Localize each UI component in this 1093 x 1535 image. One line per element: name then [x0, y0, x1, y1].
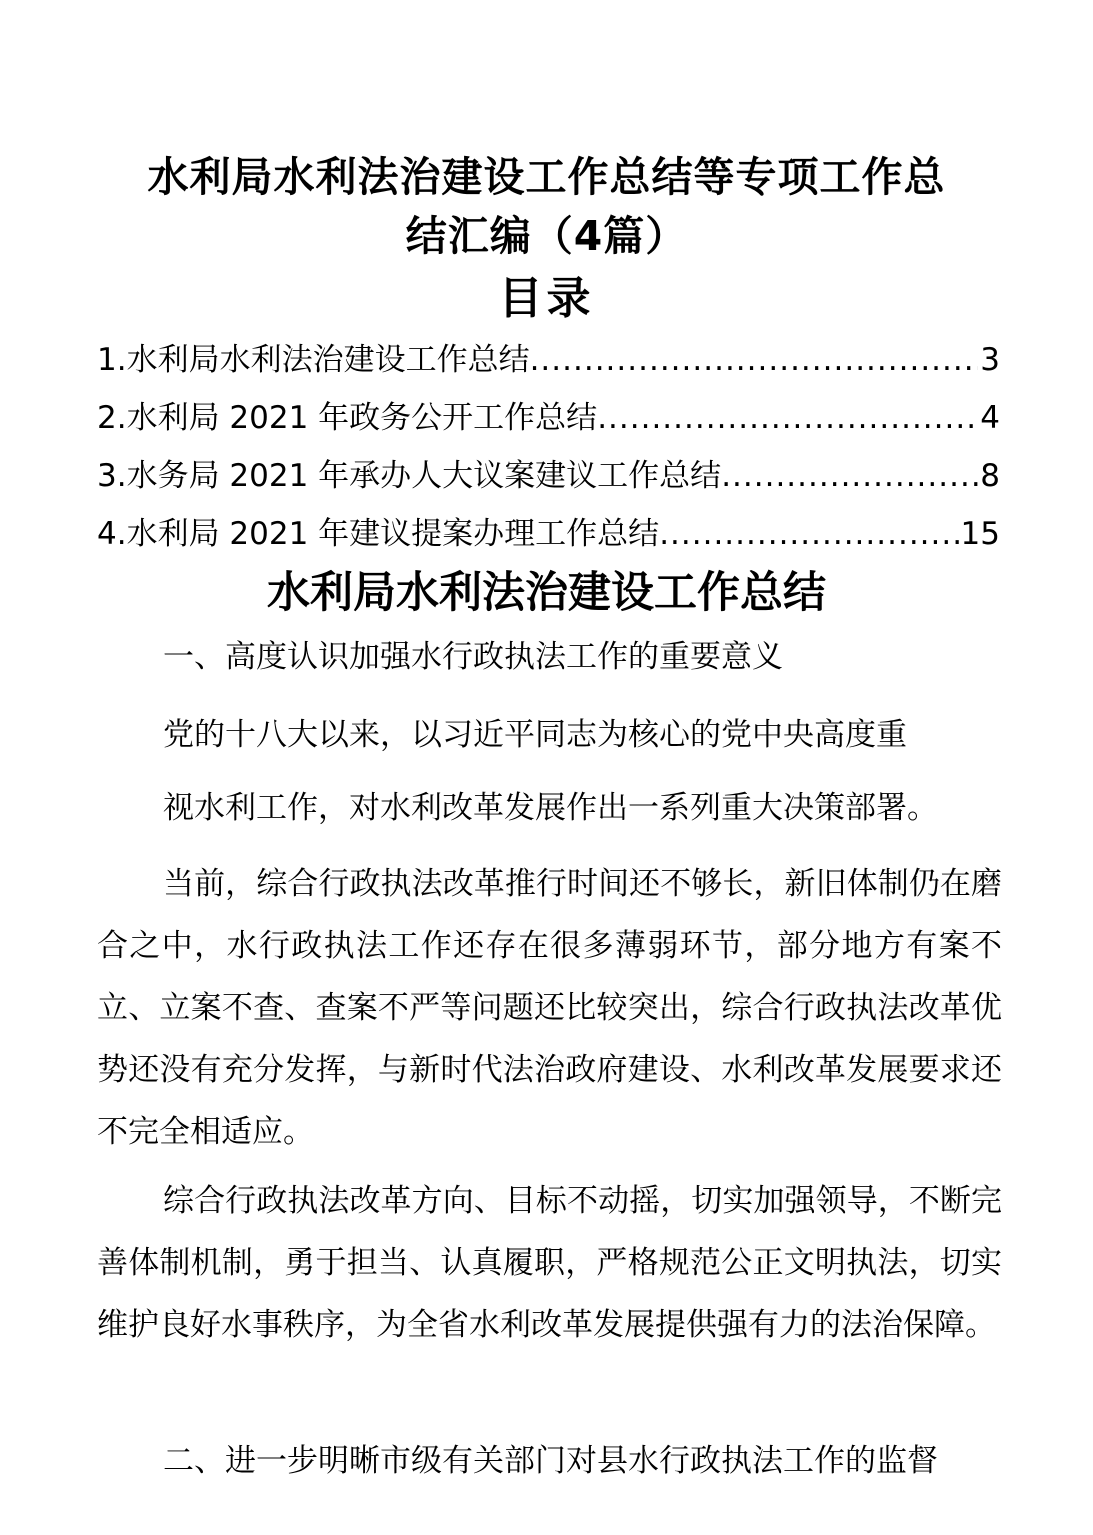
document-title-line-2: 结汇编（4篇）	[405, 212, 688, 260]
body-paragraph: 党的十八大以来，以习近平同志为核心的党中央高度重	[163, 717, 907, 753]
document-title-line-1: 水利局水利法治建设工作总结等专项工作总	[147, 153, 946, 201]
body-paragraph: 视水利工作，对水利改革发展作出一系列重大决策部署。	[163, 790, 938, 826]
section-heading: 二、进一步明晰市级有关部门对县水行政执法工作的监督	[163, 1443, 938, 1479]
toc-entry-label: 3.水务局 2021 年承办人大议案建议工作总结	[97, 458, 722, 494]
toc-leader-dots	[597, 396, 978, 440]
section-title: 水利局水利法治建设工作总结	[267, 568, 826, 618]
toc-entry-page: 4	[980, 400, 1000, 436]
toc-entry-label: 4.水利局 2021 年建议提案办理工作总结	[97, 516, 660, 552]
body-paragraph: 综合行政执法改革方向、目标不动摇，切实加强领导，不断完善体制机制，勇于担当、认真履职，严格规范公正文明执法，切实维护良好水事秩序，为全省水利改革发展提供强有力的法治保障。	[97, 1183, 1002, 1343]
toc-heading: 目录	[498, 273, 595, 324]
toc-entry-label: 1.水利局水利法治建设工作总结	[97, 342, 530, 378]
toc-entry[interactable]	[97, 512, 1000, 556]
toc-leader-dots	[721, 454, 978, 498]
toc-entry-label: 2.水利局 2021 年政务公开工作总结	[97, 400, 598, 436]
toc-entry-page: 15	[960, 516, 1000, 552]
toc-leader-dots	[530, 338, 979, 382]
toc-entry[interactable]	[97, 338, 1000, 382]
toc-entry[interactable]	[97, 396, 1000, 440]
toc-entry-page: 8	[980, 458, 1000, 494]
toc-leader-dots	[659, 512, 958, 556]
section-heading: 一、高度认识加强水行政执法工作的重要意义	[163, 639, 783, 675]
body-paragraph: 当前，综合行政执法改革推行时间还不够长，新旧体制仍在磨合之中，水行政执法工作还存在很多薄弱环节，部分地方有案不立、立案不查、查案不严等问题还比较突出，综合行政执法改革优势还没有充分发挥，与新时代法治政府建设、水利改革发展要求还不完全相适应。	[97, 866, 1002, 1150]
toc-entry-page: 3	[980, 342, 1000, 378]
toc-entry[interactable]	[97, 454, 1000, 498]
